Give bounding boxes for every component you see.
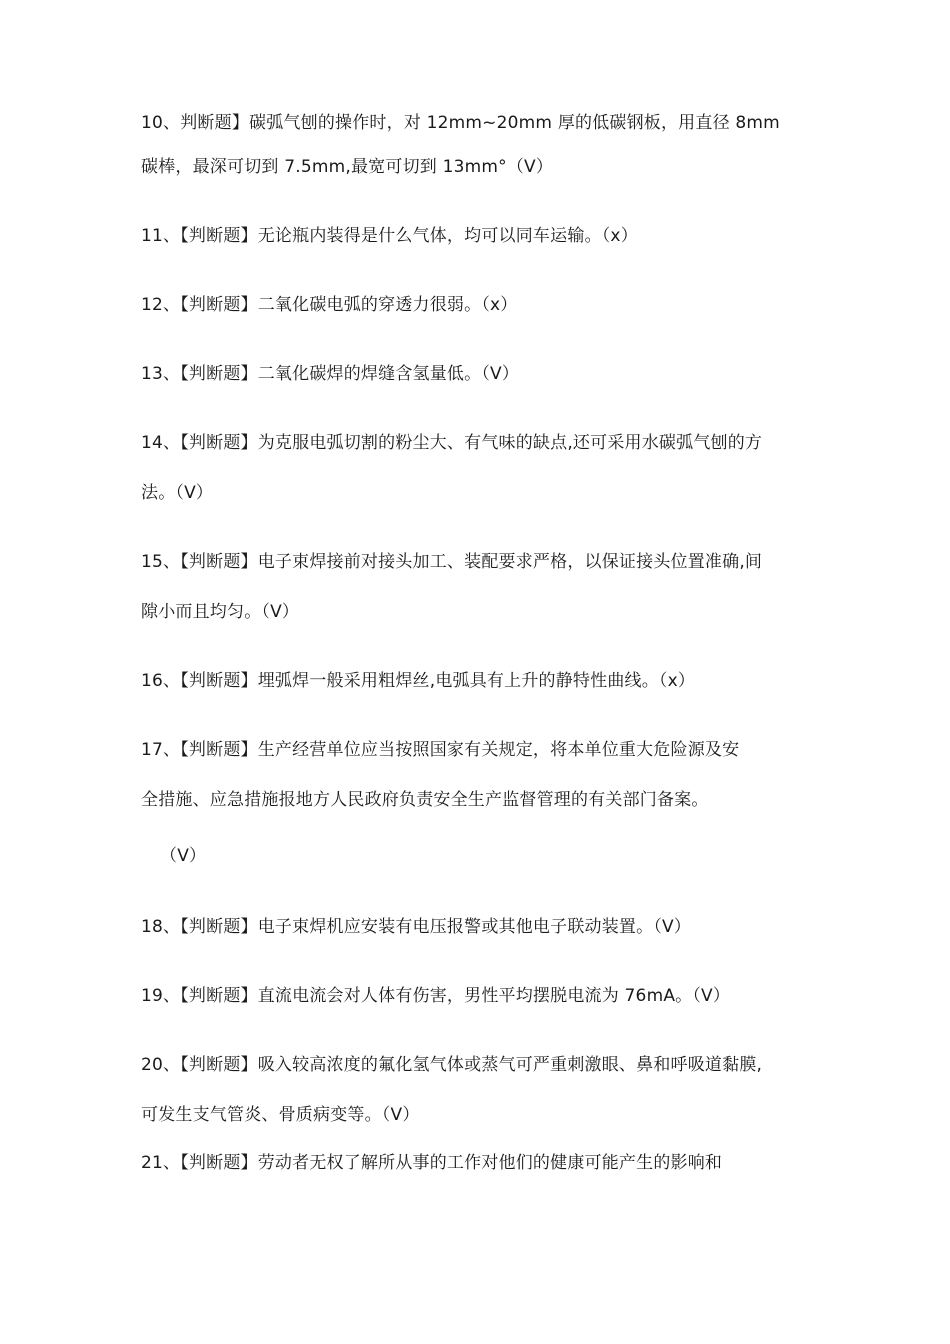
- q10-line-1: 10、判断题】碳弧气刨的操作时，对 12mm~20mm 厚的低碳钢板，用直径 8mm: [141, 113, 780, 133]
- q15-line-2: 隙小而且均匀。（V）: [141, 602, 300, 622]
- q14-line-2: 法。（V）: [141, 483, 214, 503]
- q18-line: 18、【判断题】电子束焊机应安装有电压报警或其他电子联动装置。（V）: [141, 917, 692, 937]
- q21-line-1: 21、【判断题】劳动者无权了解所从事的工作对他们的健康可能产生的影响和: [141, 1153, 723, 1173]
- q13-line: 13、【判断题】二氧化碳焊的焊缝含氢量低。（V）: [141, 364, 520, 384]
- q17-answer: （V）: [160, 846, 207, 866]
- q19-line: 19、【判断题】直流电流会对人体有伤害，男性平均摆脱电流为 76mA。（V）: [141, 986, 731, 1006]
- q15-line-1: 15、【判断题】电子束焊接前对接头加工、装配要求严格，以保证接头位置准确,间: [141, 552, 763, 572]
- q17-line-1: 17、【判断题】生产经营单位应当按照国家有关规定，将本单位重大危险源及安: [141, 740, 740, 760]
- q10-line-2: 碳棒，最深可切到 7.5mm,最宽可切到 13mm°（V）: [141, 157, 554, 177]
- q14-line-1: 14、【判断题】为克服电弧切割的粉尘大、有气味的缺点,还可采用水碳弧气刨的方: [141, 433, 763, 453]
- q20-line-1: 20、【判断题】吸入较高浓度的氟化氢气体或蒸气可严重刺激眼、鼻和呼吸道黏膜,: [141, 1055, 763, 1075]
- q12-line: 12、【判断题】二氧化碳电弧的穿透力很弱。（x）: [141, 295, 518, 315]
- q11-line: 11、【判断题】无论瓶内装得是什么气体，均可以同车运输。（x）: [141, 226, 638, 246]
- q17-line-2: 全措施、应急措施报地方人民政府负责安全生产监督管理的有关部门备案。: [141, 790, 709, 810]
- q20-line-2: 可发生支气管炎、骨质病变等。（V）: [141, 1105, 420, 1125]
- q16-line: 16、【判断题】埋弧焊一般采用粗焊丝,电弧具有上升的静特性曲线。（x）: [141, 671, 696, 691]
